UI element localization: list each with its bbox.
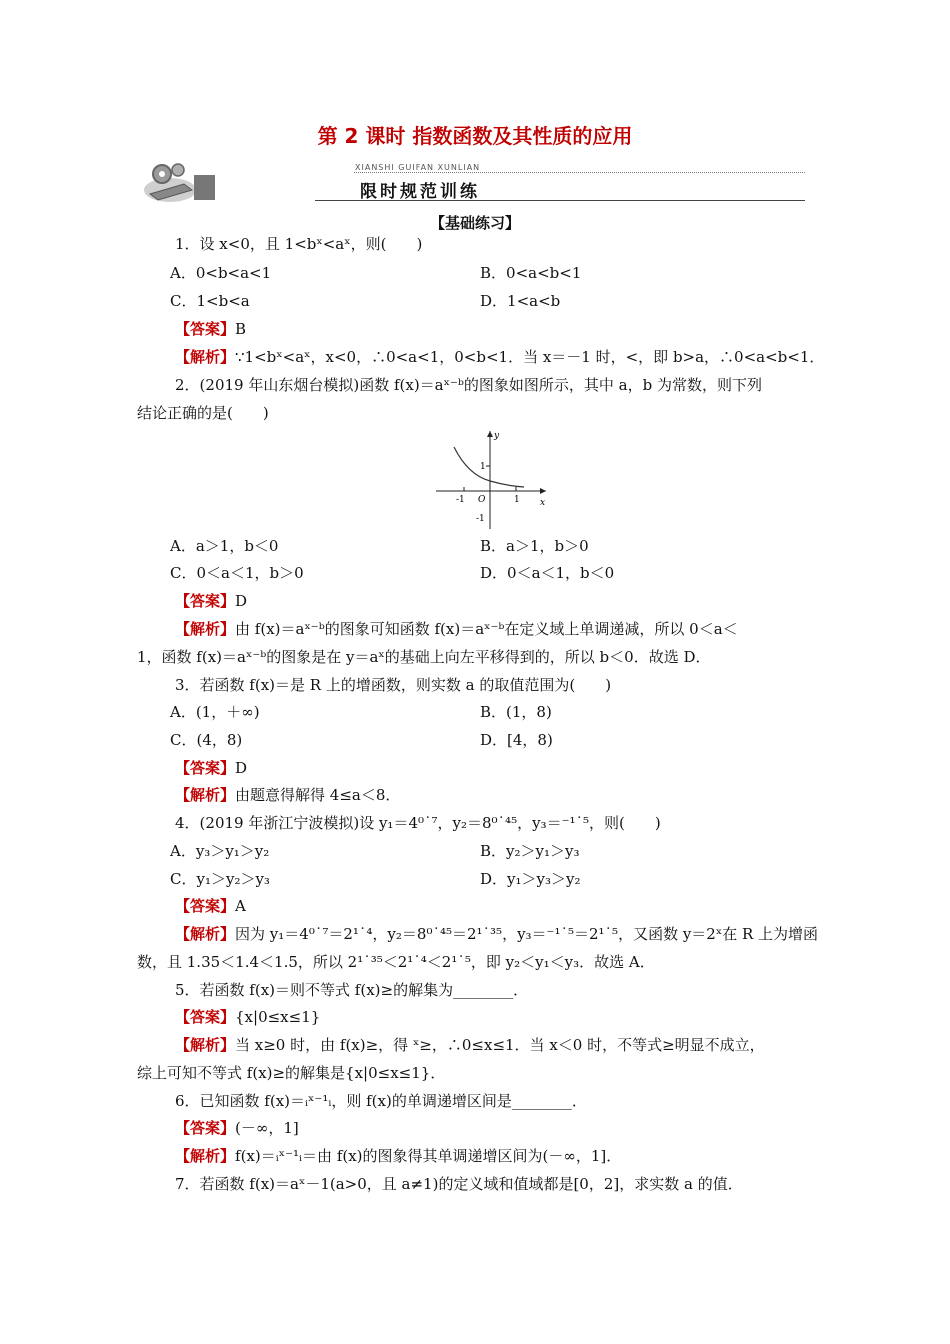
q2-function-graph bbox=[428, 425, 553, 535]
q1-option-d: D．1<a<b bbox=[480, 292, 561, 310]
q2-option-a: A．a＞1，b＜0 bbox=[170, 537, 279, 555]
analysis-tag: 【解析】 bbox=[175, 925, 236, 943]
q2-analysis bbox=[175, 618, 738, 640]
q4-answer bbox=[175, 895, 246, 917]
q4-option-a: A．y₃＞y₁＞y₂ bbox=[170, 842, 270, 860]
banner-title: 限时规范训练 bbox=[360, 182, 480, 202]
q4-answer-value: A bbox=[235, 897, 246, 915]
q5-analysis-cont: 综上可知不等式 f(x)≥的解集是{x|0≤x≤1}． bbox=[137, 1064, 446, 1082]
q2-stem-cont: 结论正确的是( ) bbox=[137, 404, 269, 422]
q1-option-a: A．0<b<a<1 bbox=[170, 264, 272, 282]
q4-analysis-cont: 数，且 1.35＜1.4＜1.5，所以 2¹˙³⁵＜2¹˙⁴＜2¹˙⁵，即 y₂＜y₁＜y₃．故选 A． bbox=[137, 953, 655, 971]
graph-y-tick-neg1: -1 bbox=[476, 514, 485, 524]
q3-answer-value: D bbox=[235, 759, 248, 777]
section-banner bbox=[140, 160, 805, 206]
q3-analysis-text: 由题意得解得 4≤a＜8． bbox=[235, 786, 401, 804]
q1-option-c: C．1<b<a bbox=[170, 292, 250, 310]
q3-option-b: B．(1，8) bbox=[480, 703, 552, 721]
q4-option-b: B．y₂＞y₁＞y₃ bbox=[480, 842, 580, 860]
q7-stem: 7．若函数 f(x)＝aˣ－1(a>0，且 a≠1)的定义域和值域都是[0，2]，求实数 a 的值． bbox=[175, 1175, 743, 1193]
q3-option-c: C．(4，8) bbox=[170, 731, 243, 749]
answer-tag: 【答案】 bbox=[175, 759, 236, 777]
q1-analysis-text: ∵1<bˣ<aˣ，x<0，∴0<a<1，0<b<1．当 x＝－1 时，<，即 b>a，∴0<a<b<1． bbox=[235, 348, 825, 366]
q2-answer-value: D bbox=[235, 592, 248, 610]
q5-analysis bbox=[175, 1034, 765, 1056]
graph-origin: O bbox=[478, 495, 486, 505]
graph-y-tick-1: 1 bbox=[480, 462, 486, 472]
q2-answer bbox=[175, 590, 247, 612]
q4-analysis-text: 因为 y₁＝4⁰˙⁷＝2¹˙⁴，y₂＝8⁰˙⁴⁵＝2¹˙³⁵，y₃＝⁻¹˙⁵＝2¹˙⁵，又函数 y＝2ˣ在 R 上为增函 bbox=[235, 925, 819, 943]
analysis-tag: 【解析】 bbox=[175, 348, 236, 366]
q5-answer bbox=[175, 1006, 320, 1028]
analysis-tag: 【解析】 bbox=[175, 620, 236, 638]
q4-stem: 4．(2019 年浙江宁波模拟)设 y₁＝4⁰˙⁷，y₂＝8⁰˙⁴⁵，y₃＝⁻¹˙⁵，则( ) bbox=[175, 814, 661, 832]
answer-tag: 【答案】 bbox=[175, 1119, 236, 1137]
q5-analysis-text: 当 x≥0 时，由 f(x)≥，得 ˣ≥，∴0≤x≤1．当 x＜0 时，不等式≥明显不成立， bbox=[235, 1036, 765, 1054]
q5-answer-value: {x|0≤x≤1} bbox=[235, 1008, 321, 1026]
q1-analysis bbox=[175, 346, 824, 368]
analysis-tag: 【解析】 bbox=[175, 786, 236, 804]
q1-stem: 1．设 x<0，且 1<bˣ<aˣ，则( ) bbox=[175, 235, 423, 253]
answer-tag: 【答案】 bbox=[175, 897, 236, 915]
answer-tag: 【答案】 bbox=[175, 592, 236, 610]
answer-tag: 【答案】 bbox=[175, 320, 236, 338]
graph-y-label: y bbox=[494, 431, 500, 441]
q3-stem: 3．若函数 f(x)＝是 R 上的增函数，则实数 a 的取值范围为( ) bbox=[175, 676, 612, 694]
q6-stem: 6．已知函数 f(x)＝ᵢˣ⁻¹ᵢ，则 f(x)的单调递增区间是________． bbox=[175, 1092, 587, 1110]
q3-analysis bbox=[175, 784, 400, 806]
q3-option-d: D．[4，8) bbox=[480, 731, 553, 749]
section-heading: 【基础练习】 bbox=[429, 214, 520, 232]
q2-analysis-text: 由 f(x)＝aˣ⁻ᵇ的图象可知函数 f(x)＝aˣ⁻ᵇ在定义域上单调递减，所以 0＜a＜ bbox=[235, 620, 738, 638]
q6-analysis-text: f(x)＝ᵢˣ⁻¹ᵢ＝由 f(x)的图象得其单调递增区间为(－∞，1]． bbox=[235, 1147, 622, 1165]
q1-option-b: B．0<a<b<1 bbox=[480, 264, 582, 282]
q4-analysis bbox=[175, 923, 818, 945]
analysis-tag: 【解析】 bbox=[175, 1036, 236, 1054]
graph-x-tick-neg1: -1 bbox=[456, 495, 465, 505]
gear-logo-icon bbox=[140, 160, 215, 206]
q4-option-d: D．y₁＞y₃＞y₂ bbox=[480, 870, 581, 888]
q2-option-c: C．0＜a＜1，b＞0 bbox=[170, 564, 304, 582]
q4-option-c: C．y₁＞y₂＞y₃ bbox=[170, 870, 270, 888]
q1-answer bbox=[175, 318, 246, 340]
page-title: 第 2 课时 指数函数及其性质的应用 bbox=[317, 124, 633, 148]
q6-analysis bbox=[175, 1145, 621, 1167]
banner-dotted-rule bbox=[354, 172, 805, 173]
q6-answer-value: (－∞，1] bbox=[235, 1119, 299, 1137]
graph-x-label: x bbox=[540, 498, 546, 508]
answer-tag: 【答案】 bbox=[175, 1008, 236, 1026]
q2-option-d: D．0＜a＜1，b＜0 bbox=[480, 564, 615, 582]
banner-rule bbox=[315, 200, 805, 201]
analysis-tag: 【解析】 bbox=[175, 1147, 236, 1165]
q2-stem: 2．(2019 年山东烟台模拟)函数 f(x)＝aˣ⁻ᵇ的图象如图所示，其中 a，b 为常数，则下列 bbox=[175, 376, 762, 394]
q1-answer-value: B bbox=[235, 320, 247, 338]
q2-analysis-cont: 1，函数 f(x)＝aˣ⁻ᵇ的图象是在 y＝aˣ的基础上向左平移得到的，所以 b＜0．故选 D． bbox=[137, 648, 711, 666]
q6-answer bbox=[175, 1117, 299, 1139]
q2-option-b: B．a＞1，b＞0 bbox=[480, 537, 589, 555]
graph-x-tick-1: 1 bbox=[514, 495, 520, 505]
q5-stem: 5．若函数 f(x)＝则不等式 f(x)≥的解集为________． bbox=[175, 981, 529, 999]
q3-option-a: A．(1，＋∞) bbox=[170, 703, 260, 721]
q3-answer bbox=[175, 757, 247, 779]
banner-pinyin: XIANSHI GUIFAN XUNLIAN bbox=[355, 163, 481, 172]
